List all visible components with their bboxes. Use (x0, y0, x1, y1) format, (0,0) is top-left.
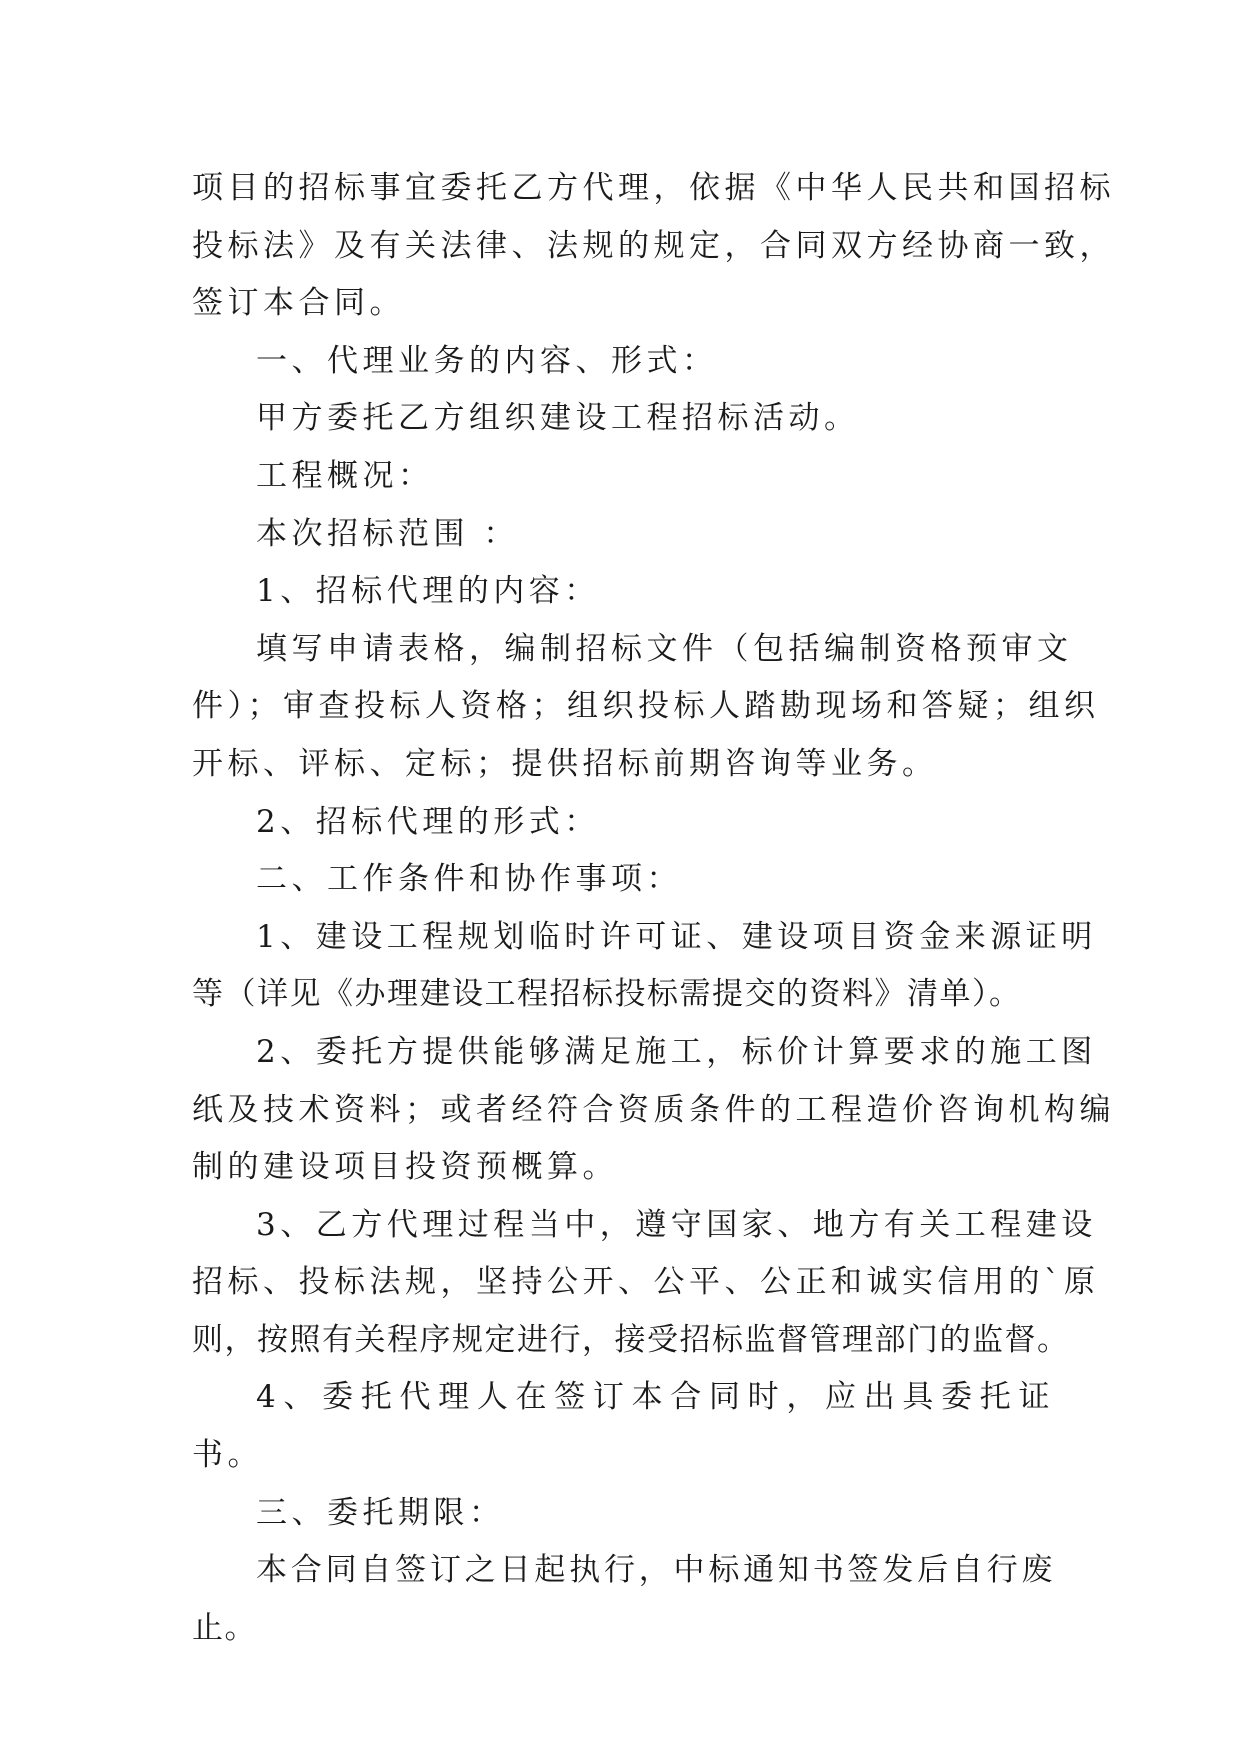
intro-paragraph (192, 160, 1115, 333)
s2-item-2-line-2: 纸及技术资料；或者经符合资质条件的工程造价咨询机构编 (192, 1091, 1115, 1128)
s2-item-3-line-2: 招标、投标法规，坚持公开、公平、公正和诚实信用的`原 (192, 1264, 1100, 1301)
section-1-paragraph-1: 甲方委托乙方组织建设工程招标活动。 (256, 400, 860, 437)
intro-line-1: 项目的招标事宜委托乙方代理，依据《中华人民共和国招标 (192, 170, 1115, 206)
section-2-item-3 (192, 1197, 1100, 1370)
section-1-heading: 一、代理业务的内容、形式： (256, 342, 718, 379)
s2-item-2-line-3: 制的建设项目投资预概算。 (192, 1149, 618, 1186)
item-1-line-1: 填写申请表格，编制招标文件（包括编制资格预审文 (256, 630, 1073, 667)
s2-item-2-line-1: 2、委托方提供能够满足施工，标价计算要求的施工图 (256, 1033, 1097, 1070)
intro-line-3: 签订本合同。 (192, 285, 405, 322)
section-2-heading: 二、工作条件和协作事项： (256, 861, 682, 898)
section-3-paragraph-1: 本合同自签订之日起执行，中标通知书签发后自行废止。 (192, 1552, 1054, 1646)
document-page (192, 160, 1115, 1657)
section-1-paragraph-2: 工程概况： (256, 457, 434, 494)
section-1-paragraph-3: 本次招标范围 ： (256, 515, 519, 552)
s2-item-3-line-1: 3、乙方代理过程当中，遵守国家、地方有关工程建设 (256, 1206, 1097, 1243)
section-2-item-4: 4、委托代理人在签订本合同时，应出具委托证书。 (192, 1379, 1054, 1474)
intro-line-2: 投标法》及有关法律、法规的规定，合同双方经协商一致， (192, 227, 1115, 264)
item-1-body (192, 621, 1100, 794)
item-1-line-3: 开标、评标、定标；提供招标前期咨询等业务。 (192, 745, 938, 782)
s2-item-1-line-1: 1、建设工程规划临时许可证、建设项目资金来源证明 (256, 918, 1097, 955)
item-2-heading: 2、招标代理的形式： (256, 803, 600, 840)
section-2-item-1 (192, 909, 1097, 1024)
section-2-item-2 (192, 1024, 1115, 1197)
item-1-heading: 1、招标代理的内容： (256, 573, 600, 610)
s2-item-1-line-2: 等（详见《办理建设工程招标投标需提交的资料》清单）。 (192, 976, 1022, 1013)
s2-item-3-line-3: 则，按照有关程序规定进行，接受招标监督管理部门的监督。 (192, 1321, 1070, 1358)
item-1-line-2: 件）；审查投标人资格；组织投标人踏勘现场和答疑；组织 (192, 688, 1100, 725)
section-3-heading: 三、委托期限： (256, 1494, 505, 1531)
